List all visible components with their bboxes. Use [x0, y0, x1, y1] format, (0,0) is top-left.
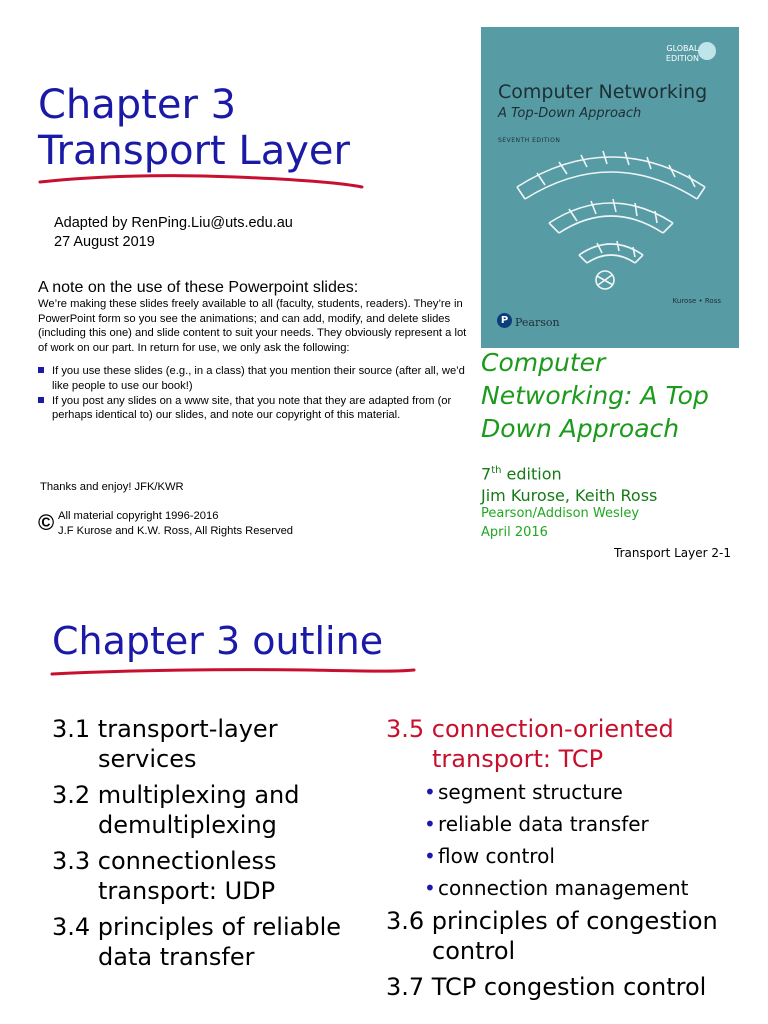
cover-subtitle: A Top-Down Approach	[498, 106, 642, 121]
title-underline-1	[36, 170, 366, 192]
book-title: Computer Networking: A Top Down Approach	[481, 348, 709, 443]
outline-right-column	[386, 714, 766, 1008]
outline-item: 3.7 TCP congestion control	[386, 973, 707, 1001]
note-bullets	[38, 364, 478, 422]
note-paragraph: We’re making these slides freely available to all (faculty, students, readers). They’re in PowerPoint form so you see the animations; and can add, modify, and delete slides (including this one) and slide content to suit your needs. They obviously represent a lot of work on our part. In return for use, we only ask the following:	[38, 298, 467, 354]
outline-subitem-text: reliable data transfer	[438, 812, 649, 836]
note-bullet-text: If you use these slides (e.g., in a class) that you mention their source (after all, we’d like people to use our book!)	[52, 365, 465, 392]
outline-item-current: 3.5 connection-oriented transport: TCP	[386, 715, 674, 773]
bullet-dot-icon: •	[424, 876, 436, 900]
copyright-icon: ©	[38, 510, 55, 535]
outline-subitem-text: flow control	[438, 844, 555, 868]
cover-global-line1: GLOBAL	[666, 44, 699, 53]
square-bullet-icon	[38, 367, 44, 373]
publisher-block	[481, 504, 639, 542]
outline-subitem	[386, 872, 766, 904]
note-heading: A note on the use of these Powerpoint slides:	[38, 279, 359, 296]
slide1-title-line2: Transport Layer	[38, 128, 350, 174]
slide2-title: Chapter 3 outline	[52, 619, 384, 663]
note-bullet-item	[38, 394, 478, 423]
title-underline-2	[48, 662, 420, 682]
edition-suffix: th	[491, 465, 502, 476]
cover-publisher: Pearson	[515, 316, 560, 329]
note-body	[38, 297, 478, 423]
square-bullet-icon	[38, 397, 44, 403]
cover-global-line2: EDITION	[665, 54, 699, 63]
copyright-line1: All material copyright 1996-2016	[58, 510, 219, 522]
adapted-date: 27 August 2019	[54, 234, 155, 250]
page-label: Transport Layer 2-1	[614, 546, 731, 560]
outline-item: 3.2 multiplexing and demultiplexing	[52, 781, 300, 839]
book-pub-date: April 2016	[481, 525, 548, 540]
edition-number: 7	[481, 464, 492, 484]
outline-subitem	[386, 840, 766, 872]
slide1-title-line1: Chapter 3	[38, 82, 237, 128]
thanks-text: Thanks and enjoy! JFK/KWR	[40, 481, 184, 493]
note-bullet-text: If you post any slides on a www site, that you note that they are adapted from (or perhaps identical to) our slides, and note our copyright of this material.	[52, 394, 452, 422]
outline-subitems	[386, 776, 766, 904]
pearson-logo-icon: P	[497, 313, 512, 328]
outline-item: 3.4 principles of reliable data transfer	[52, 913, 342, 971]
slide1-title	[38, 82, 350, 174]
copyright-block	[58, 509, 293, 538]
book-cover-image	[481, 27, 739, 348]
outline-item: 3.3 connectionless transport: UDP	[52, 847, 277, 905]
cover-title: Computer Networking	[498, 81, 708, 103]
book-authors: Jim Kurose, Keith Ross	[481, 486, 658, 506]
outline-subitem	[386, 808, 766, 840]
adapted-by-block	[54, 214, 293, 252]
adapted-by: Adapted by RenPing.Liu@uts.edu.au	[54, 215, 293, 231]
outline-subitem-text: connection management	[438, 876, 689, 900]
cover-edition: SEVENTH EDITION	[498, 137, 561, 144]
outline-item: 3.1 transport-layer services	[52, 715, 278, 773]
copyright-line2: J.F Kurose and K.W. Ross, All Rights Reserved	[58, 524, 294, 537]
book-publisher: Pearson/Addison Wesley	[481, 506, 640, 521]
edition-block	[481, 460, 657, 507]
bullet-dot-icon: •	[424, 780, 436, 804]
bullet-dot-icon: •	[424, 844, 436, 868]
edition-word: edition	[501, 464, 562, 484]
note-bullet-item	[38, 364, 478, 393]
outline-subitem	[386, 776, 766, 808]
outline-subitem-text: segment structure	[438, 780, 623, 804]
cover-authors: Kurose • Ross	[672, 297, 721, 305]
cover-global-edition	[666, 44, 699, 64]
outline-item: 3.6 principles of congestion control	[386, 907, 718, 965]
bullet-dot-icon: •	[424, 812, 436, 836]
outline-left-column	[52, 714, 362, 978]
edition-line	[481, 460, 657, 485]
